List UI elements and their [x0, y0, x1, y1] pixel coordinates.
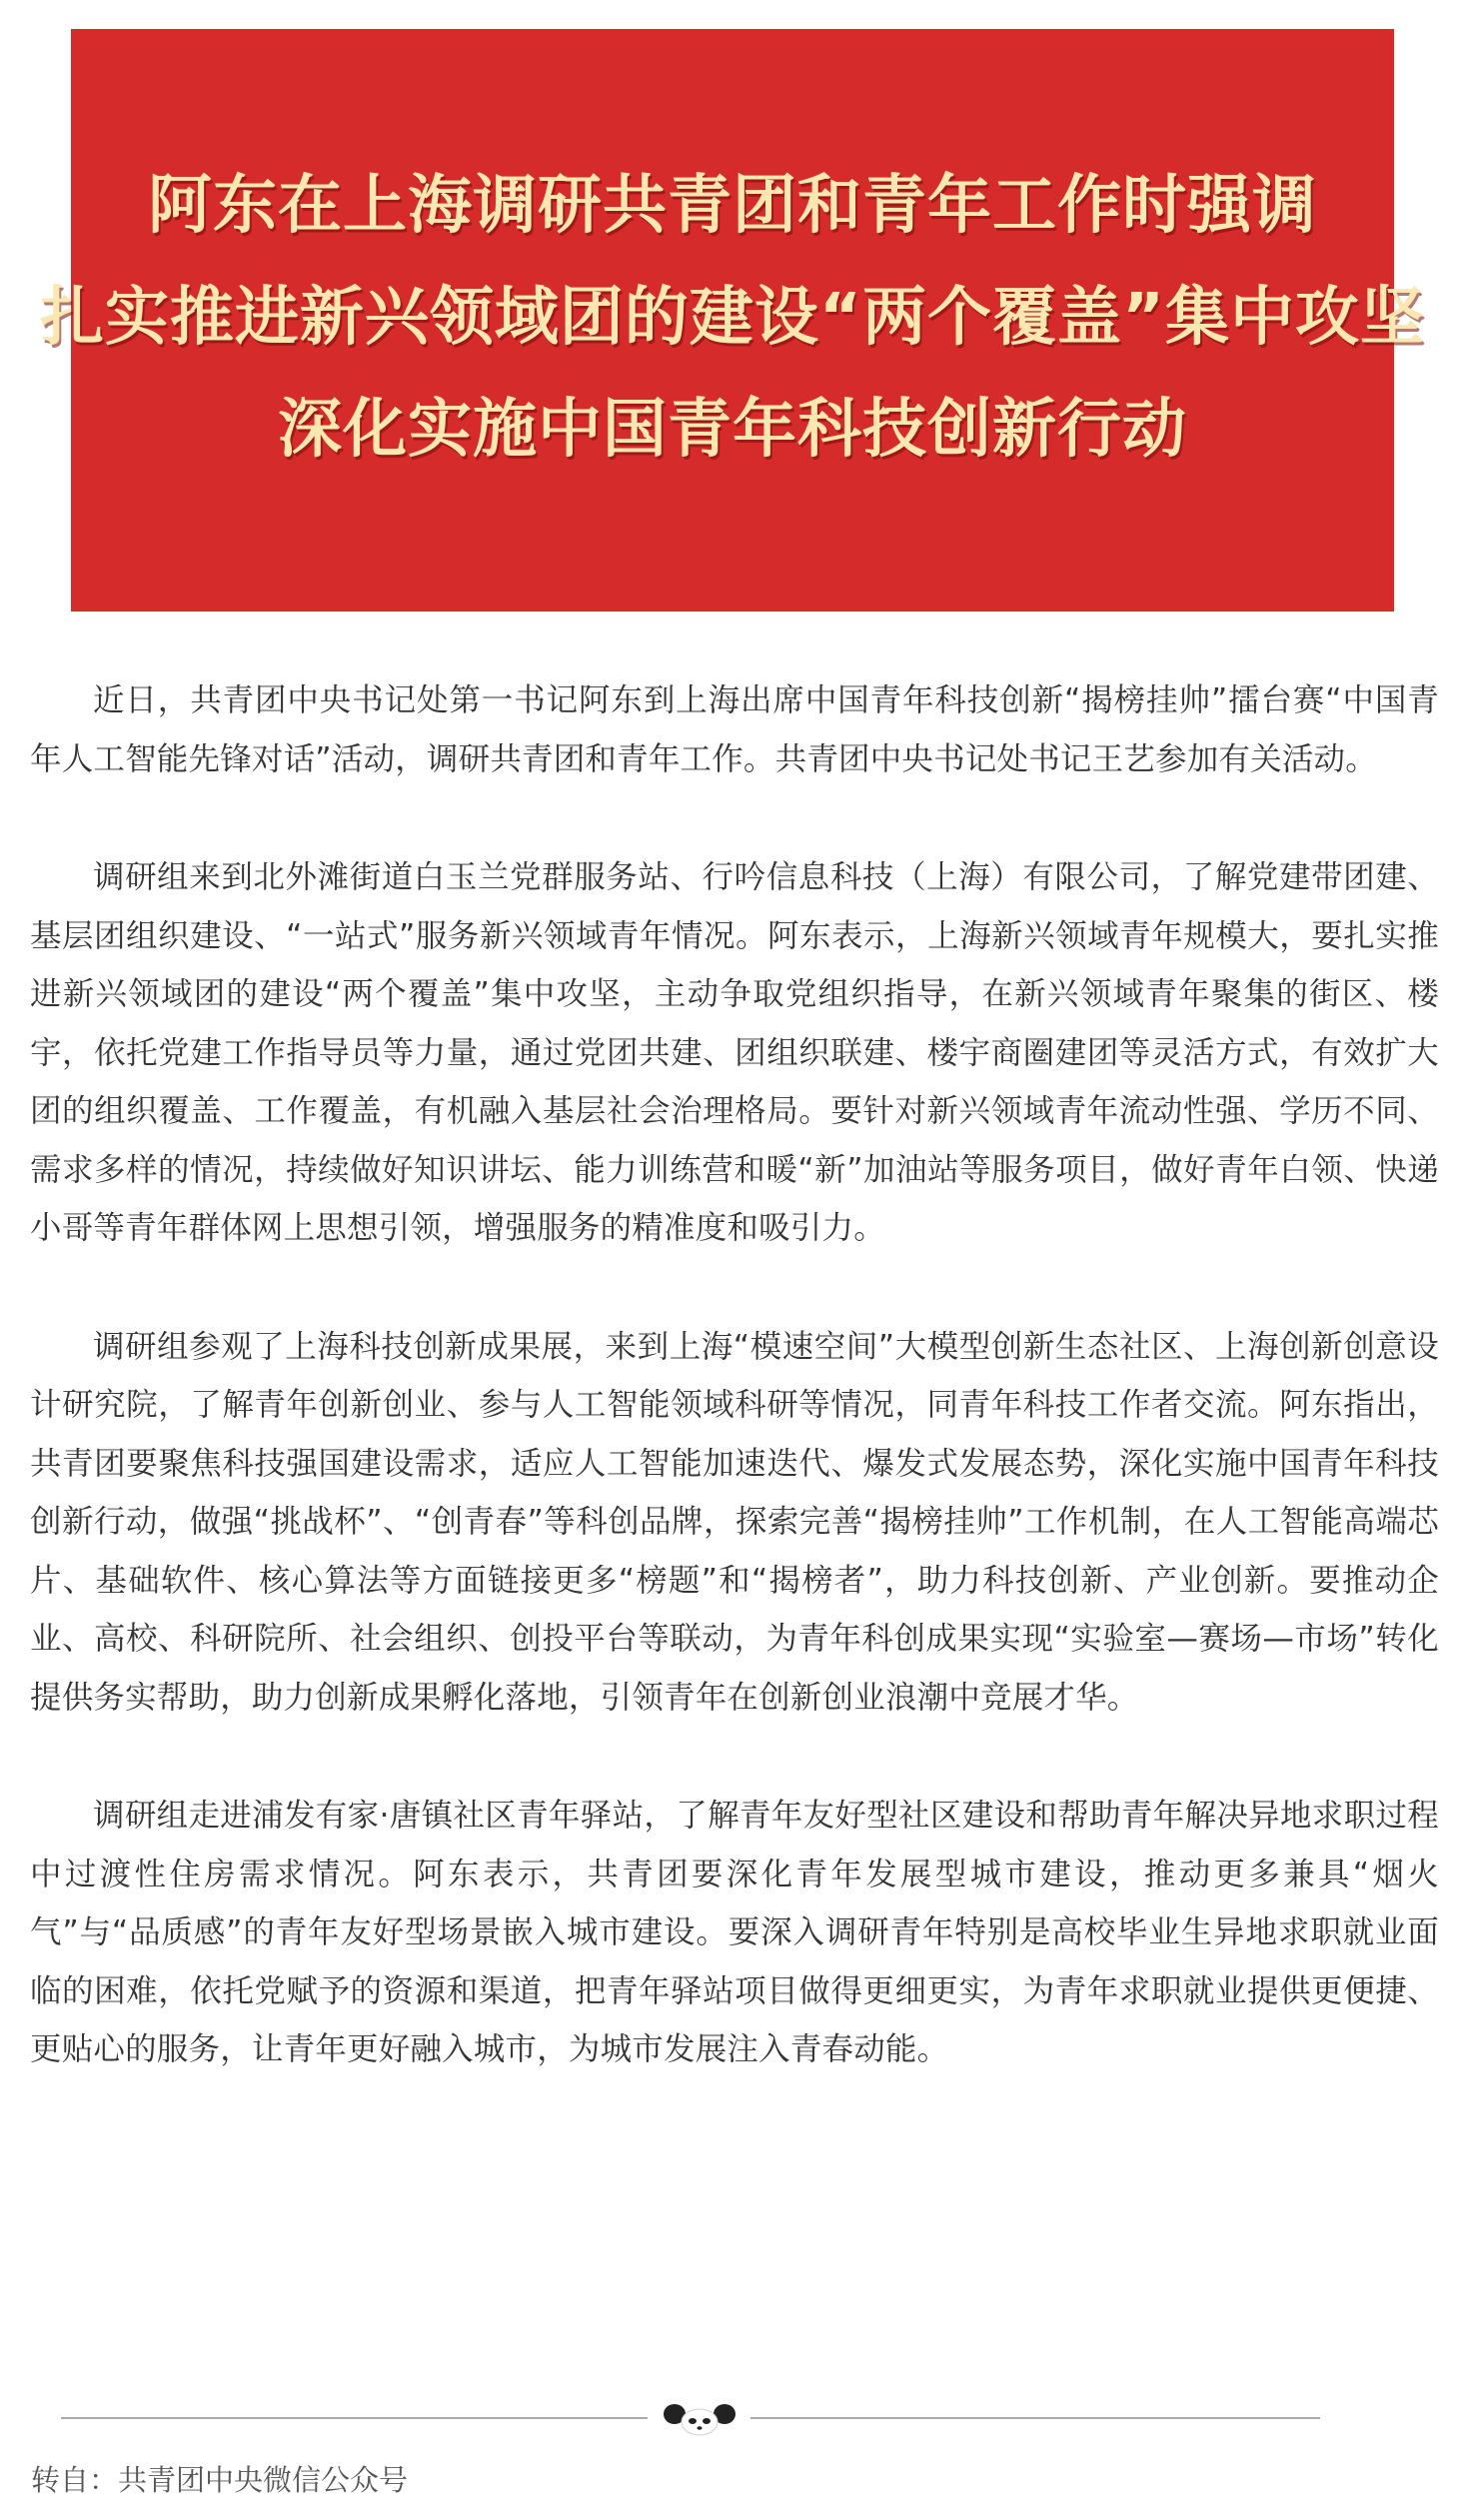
article-paragraph-2: 调研组来到北外滩街道白玉兰党群服务站、行吟信息科技（上海）有限公司，了解党建带团建、基层团组织建设、“一站式”服务新兴领域青年情况。阿东表示，上海新兴领域青年规模大，要扎实推进新兴领域团的建设“两个覆盖”集中攻坚，主动争取党组织指导，在新兴领域青年聚集的街区、楼宇，依托党建工作指导员等力量，通过党团共建、团组织联建、楼宇商圈建团等灵活方式，有效扩大团的组织覆盖、工作覆盖，有机融入基层社会治理格局。要针对新兴领域青年流动性强、学历不同、需求多样的情况，持续做好知识讲坛、能力训练营和暖“新”加油站等服务项目，做好青年白领、快递小哥等青年群体网上思想引领，增强服务的精准度和吸引力。: [30, 859, 1439, 1246]
source-attribution: 转自：共青团中央微信公众号: [31, 2463, 409, 2497]
section-divider: [61, 2398, 1320, 2438]
divider-line-left: [61, 2417, 648, 2419]
banner-title-line-3: 深化实施中国青年科技创新行动: [278, 392, 1187, 467]
banner-title-line-2: 扎实推进新兴领域团的建设“两个覆盖”集中攻坚: [39, 280, 1426, 355]
header-banner: [39, 29, 1426, 612]
panda-face-icon: [661, 2400, 738, 2436]
divider-line-right: [750, 2417, 1320, 2419]
banner-title-line-1: 阿东在上海调研共青团和青年工作时强调: [148, 168, 1317, 243]
article-paragraph-3: 调研组参观了上海科技创新成果展，来到上海“模速空间”大模型创新生态社区、上海创新创意设计研究院，了解青年创新创业、参与人工智能领域科研等情况，同青年科技工作者交流。阿东指出，共青团要聚焦科技强国建设需求，适应人工智能加速迭代、爆发式发展态势，深化实施中国青年科技创新行动，做强“挑战杯”、“创青春”等科创品牌，探索完善“揭榜挂帅”工作机制，在人工智能高端芯片、基础软件、核心算法等方面链接更多“榜题”和“揭榜者”，助力科技创新、产业创新。要推动企业、高校、科研院所、社会组织、创投平台等联动，为青年科创成果实现“实验室—赛场—市场”转化提供务实帮助，助力创新成果孵化落地，引领青年在创新创业浪潮中竞展才华。: [30, 1328, 1439, 1716]
article-body: [30, 671, 1439, 2139]
article-paragraph-1: 近日，共青团中央书记处第一书记阿东到上海出席中国青年科技创新“揭榜挂帅”擂台赛“中国青年人工智能先锋对话”活动，调研共青团和青年工作。共青团中央书记处书记王艺参加有关活动。: [30, 682, 1439, 777]
article-paragraph-4: 调研组走进浦发有家·唐镇社区青年驿站，了解青年友好型社区建设和帮助青年解决异地求职过程中过渡性住房需求情况。阿东表示，共青团要深化青年发展型城市建设，推动更多兼具“烟火气”与“品质感”的青年友好型场景嵌入城市建设。要深入调研青年特别是高校毕业生异地求职就业面临的困难，依托党赋予的资源和渠道，把青年驿站项目做得更细更实，为青年求职就业提供更便捷、更贴心的服务，让青年更好融入城市，为城市发展注入青春动能。: [30, 1798, 1439, 2067]
